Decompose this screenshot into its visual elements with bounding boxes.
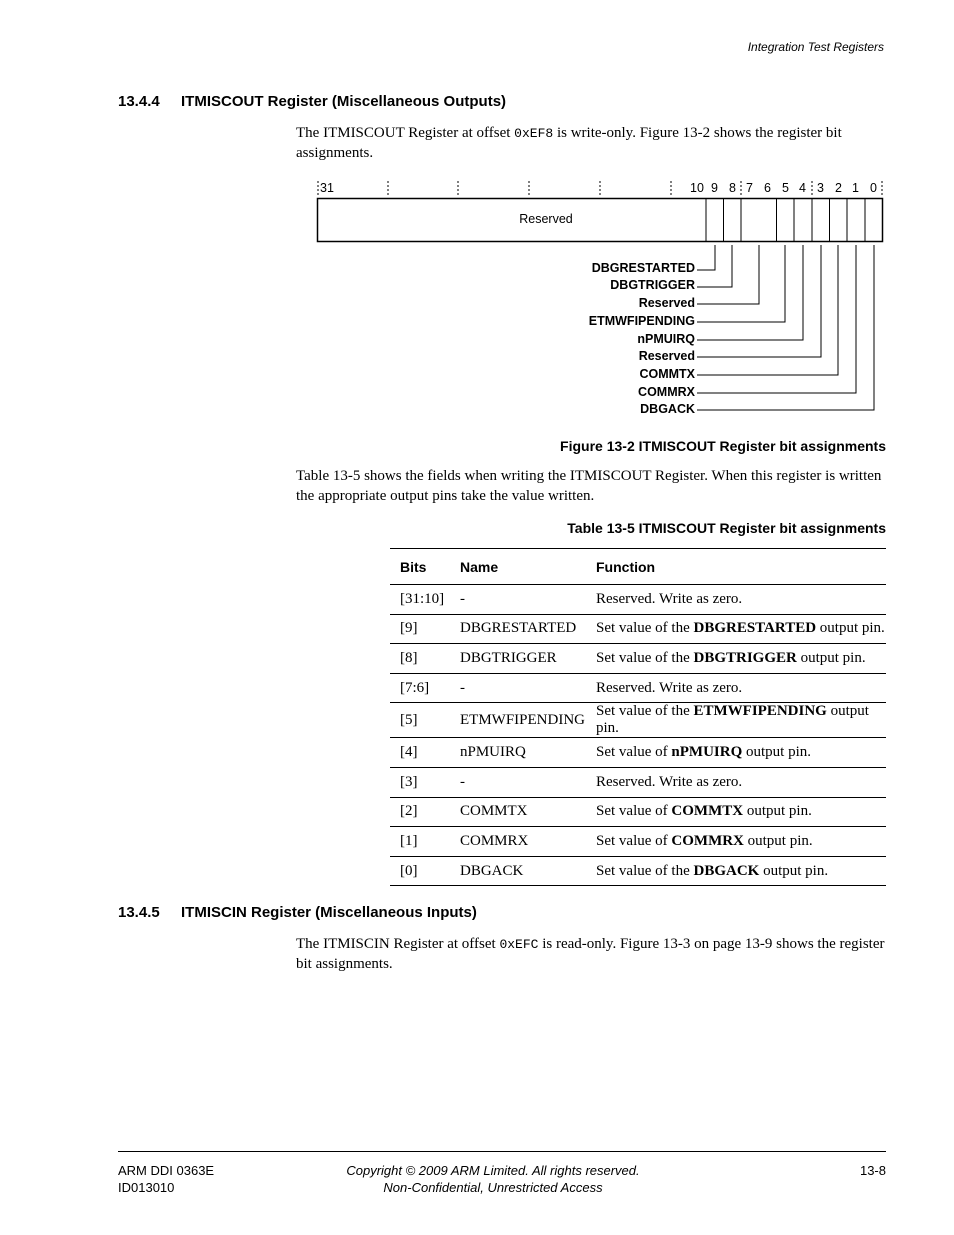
tick-markers — [318, 181, 882, 195]
footer-doc-ids — [118, 1163, 214, 1196]
bit-label: 3 — [817, 181, 824, 195]
offset-code: 0xEF8 — [514, 126, 554, 141]
table-row — [390, 827, 886, 857]
function-cell: Set value of the DBGRESTARTED output pin. — [586, 614, 886, 644]
table-header-row — [390, 549, 886, 585]
table-caption: Table 13-5 ITMISCOUT Register bit assignments — [567, 520, 886, 536]
bits-cell: [31:10] — [390, 585, 450, 615]
bits-cell: [2] — [390, 797, 450, 827]
footer-rule — [118, 1151, 886, 1152]
column-header: Bits — [390, 549, 450, 585]
table-row — [390, 738, 886, 768]
signal-label-npmuirq: nPMUIRQ — [637, 332, 695, 346]
bit-label: 2 — [835, 181, 842, 195]
bit-label: 8 — [729, 181, 736, 195]
name-cell: - — [450, 585, 586, 615]
function-cell: Set value of the DBGTRIGGER output pin. — [586, 644, 886, 674]
table-row — [390, 644, 886, 674]
doc-id: ARM DDI 0363E — [118, 1163, 215, 1178]
column-header: Function — [586, 549, 886, 585]
column-header: Name — [450, 549, 586, 585]
function-cell: Reserved. Write as zero. — [586, 585, 886, 615]
bits-cell: [9] — [390, 614, 450, 644]
name-cell: nPMUIRQ — [450, 738, 586, 768]
bits-cell: [1] — [390, 827, 450, 857]
name-cell: DBGRESTARTED — [450, 614, 586, 644]
leader-lines — [697, 245, 874, 410]
intro-paragraph: The ITMISCOUT Register at offset 0xEF8 is write-only. Figure 13-2 shows the register bit assignments. — [296, 125, 842, 161]
bits-cell: [3] — [390, 767, 450, 797]
table-row — [390, 703, 886, 738]
bit-label: 4 — [799, 181, 806, 195]
function-cell: Set value of nPMUIRQ output pin. — [586, 738, 886, 768]
register-diagram — [0, 0, 954, 460]
bit-label: 31 — [320, 181, 334, 195]
signal-label-dbgack: DBGACK — [640, 402, 695, 416]
function-cell: Reserved. Write as zero. — [586, 673, 886, 703]
bit-label: 1 — [852, 181, 859, 195]
table-row — [390, 856, 886, 886]
itmiscin-paragraph: The ITMISCIN Register at offset 0xEFC is read-only. Figure 13-3 on page 13-9 shows the register bit assignments. — [296, 936, 885, 972]
signal-label-commrx: COMMRX — [638, 385, 695, 399]
table-row — [390, 585, 886, 615]
bits-cell: [7:6] — [390, 673, 450, 703]
name-cell: DBGACK — [450, 856, 586, 886]
table-row — [390, 797, 886, 827]
table-row — [390, 614, 886, 644]
bits-cell: [4] — [390, 738, 450, 768]
section-title: ITMISCOUT Register (Miscellaneous Outputs) — [181, 93, 507, 110]
bits-cell: [5] — [390, 703, 450, 738]
function-cell: Set value of the ETMWFIPENDING output pin. — [586, 703, 886, 738]
table-row — [390, 767, 886, 797]
register-box — [318, 199, 883, 242]
signal-label-reserved: Reserved — [638, 296, 695, 310]
signal-label-etmwfipending: ETMWFIPENDING — [588, 314, 695, 328]
function-cell: Set value of COMMTX output pin. — [586, 797, 886, 827]
page-number: 13-8 — [859, 1163, 886, 1178]
register-table — [390, 548, 886, 886]
name-cell: DBGTRIGGER — [450, 644, 586, 674]
signal-label-dbgrestarted: DBGRESTARTED — [591, 261, 695, 275]
function-cell: Set value of the DBGACK output pin. — [586, 856, 886, 886]
copyright-notice: Copyright © 2009 ARM Limited. All rights reserved. — [346, 1163, 640, 1178]
bit-label: 5 — [782, 181, 789, 195]
bit-label: 0 — [870, 181, 877, 195]
name-cell: COMMRX — [450, 827, 586, 857]
section-title: ITMISCIN Register (Miscellaneous Inputs) — [181, 904, 477, 921]
offset-code: 0xEFC — [499, 937, 539, 952]
name-cell: ETMWFIPENDING — [450, 703, 586, 738]
figure-caption: Figure 13-2 ITMISCOUT Register bit assignments — [560, 438, 886, 454]
table-intro-paragraph: Table 13-5 shows the fields when writing the ITMISCOUT Register. When this register is written the appropriate output pins take the value written. — [296, 468, 882, 504]
function-cell: Set value of COMMRX output pin. — [586, 827, 886, 857]
signal-label-dbgtrigger: DBGTRIGGER — [610, 278, 695, 292]
signal-label-reserved: Reserved — [638, 349, 695, 363]
bits-cell: [8] — [390, 644, 450, 674]
bit-label: 10 — [690, 181, 704, 195]
name-cell: - — [450, 767, 586, 797]
footer-legal — [300, 1163, 686, 1196]
table-row — [390, 673, 886, 703]
bit-label: 6 — [764, 181, 771, 195]
running-header: Integration Test Registers — [747, 40, 884, 54]
bits-cell: [0] — [390, 856, 450, 886]
reserved-field-label: Reserved — [519, 212, 573, 226]
bit-label: 9 — [711, 181, 718, 195]
bit-label: 7 — [746, 181, 753, 195]
access-notice: Non-Confidential, Unrestricted Access — [383, 1179, 603, 1195]
section-number: 13.4.5 — [118, 904, 160, 921]
name-cell: COMMTX — [450, 797, 586, 827]
section-number: 13.4.4 — [118, 93, 160, 110]
name-cell: - — [450, 673, 586, 703]
signal-label-commtx: COMMTX — [639, 367, 695, 381]
issue-id: ID013010 — [118, 1179, 175, 1195]
function-cell: Reserved. Write as zero. — [586, 767, 886, 797]
